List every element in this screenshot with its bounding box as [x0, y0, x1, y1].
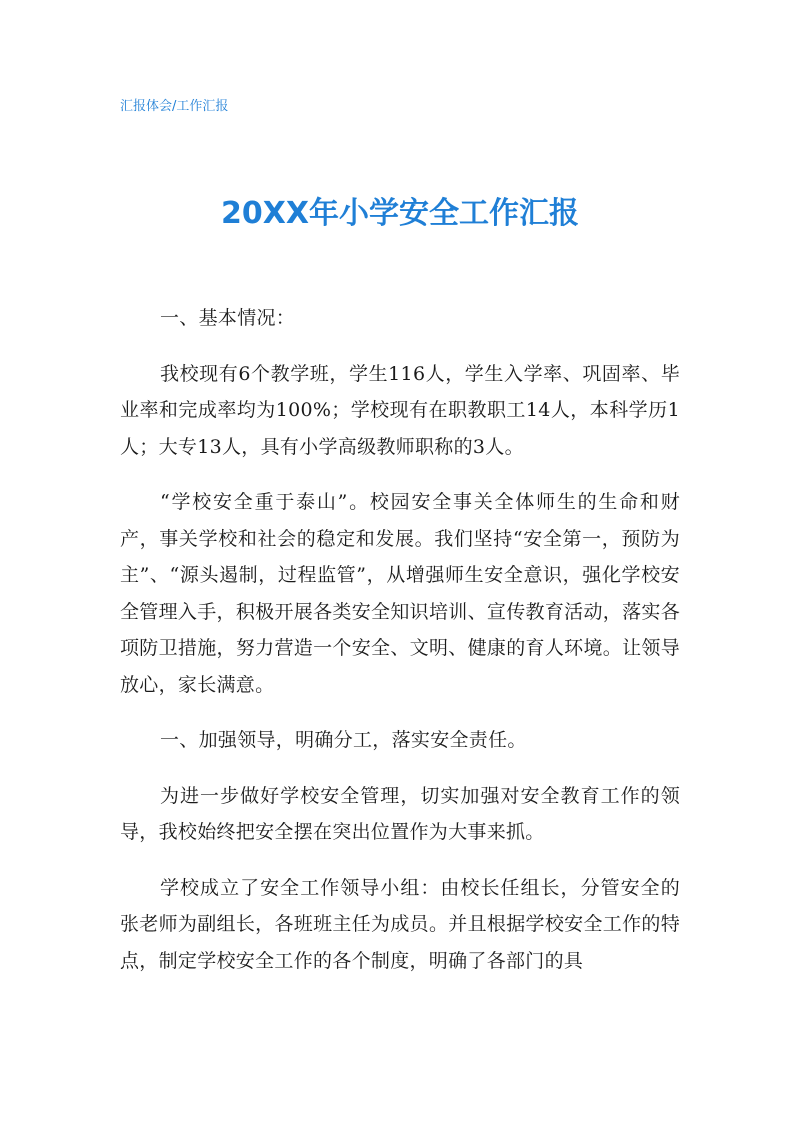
breadcrumb[interactable]: 汇报体会/工作汇报 — [120, 99, 229, 114]
paragraph-safety-principle: “学校安全重于泰山”。校园安全事关全体师生的生命和财产，事关学校和社会的稳定和发展。我们坚持“安全第一，预防为主”、“源头遏制，过程监管”，从增强师生安全意识，强化学校安全管理入手，积极开展各类安全知识培训、宣传教育活动，落实各项防卫措施，努力营造一个安全、文明、健康的育人环境。让领导放心，家长满意。 — [120, 491, 680, 696]
paragraph-leadership-group: 学校成立了安全工作领导小组：由校长任组长，分管安全的张老师为副组长，各班班主任为成员。并且根据学校安全工作的特点，制定学校安全工作的各个制度，明确了各部门的具 — [120, 876, 680, 972]
document-title: 20XX年小学安全工作汇报 — [220, 196, 579, 231]
paragraph-safety-management: 为进一步做好学校安全管理，切实加强对安全教育工作的领导，我校始终把安全摆在突出位置作为大事来抓。 — [120, 784, 680, 843]
document-body — [120, 300, 680, 998]
section-heading-basic-info: 一、基本情况： — [160, 307, 296, 329]
paragraph-school-stats: 我校现有6个教学班，学生116人，学生入学率、巩固率、毕业率和完成率均为100%；学校现有在职教职工14人，本科学历1人；大专13人，具有小学高级教师职称的3人。 — [120, 362, 680, 458]
section-heading-leadership: 一、加强领导，明确分工，落实安全责任。 — [160, 729, 527, 751]
